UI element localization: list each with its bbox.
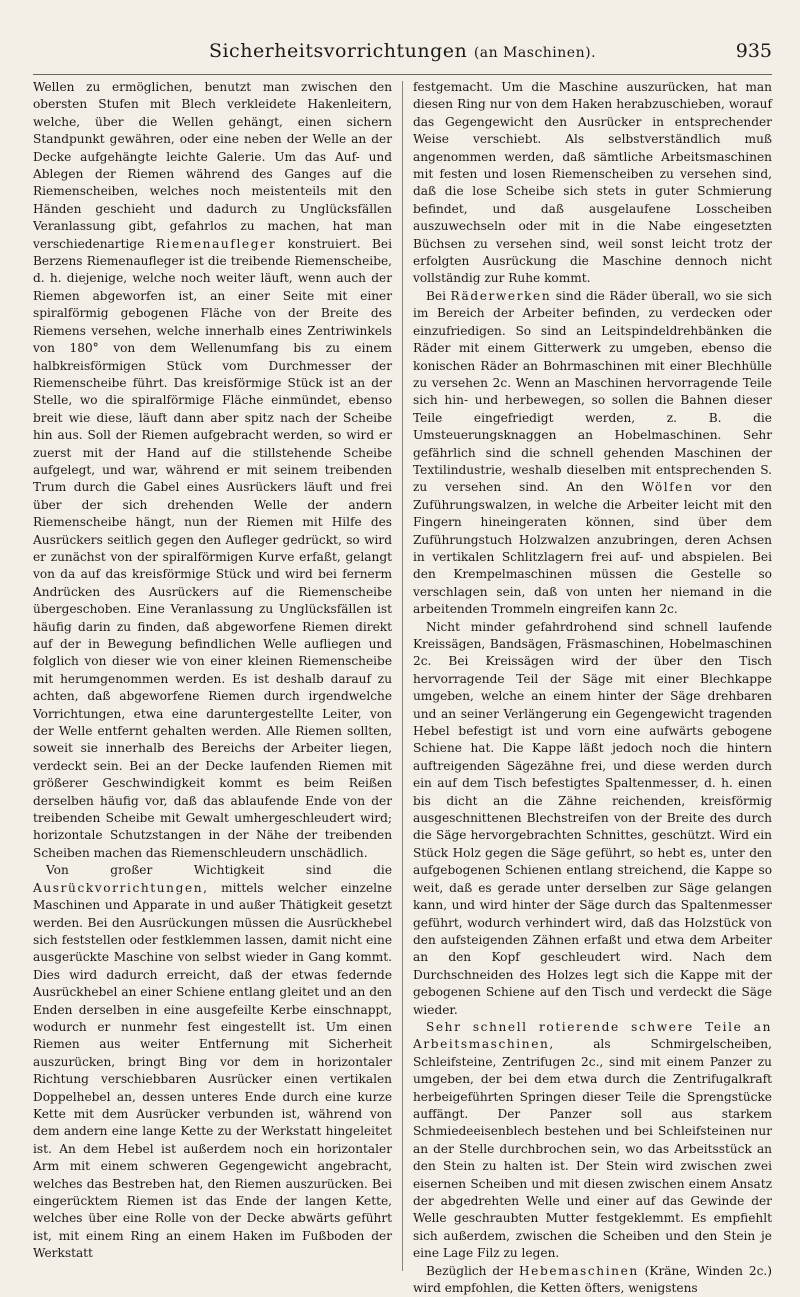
spaced-term: Ausrückvorrichtungen [33, 880, 204, 895]
paragraph [413, 1263, 772, 1297]
paragraph [413, 288, 772, 619]
page-header [33, 34, 772, 75]
spaced-term: Wölfen [641, 480, 694, 495]
text-run: , als Schmirgelscheiben, Schleifsteine, Zentrifugen 2c., sind mit einem Panzer zu umgeben, der bei dem etwa durch die Zentrifugalkraft herbeigeführten Springen dieser Teile die Sprengstücke auffängt. Der Panzer soll aus starkem Schmiedeeisenblech bestehen und bei Schleifsteinen nur an der Stelle durchbrochen sein, wo das Arbeitsstück an den Stein zu halten ist. Der Stein wird zwischen zwei eisernen Scheiben und mit diesen zwischen einem Ansatz der abgedrehten Welle und einer auf das Gewinde der Welle geschraubten Mutter festgeklemmt. Es empfiehlt sich außerdem, zwischen die Scheiben und den Stein je eine Lage Filz zu legen. [412, 1037, 772, 1261]
text-run: sind die Räder überall, wo sie sich im Bereich der Arbeiter befinden, zu verdecken oder einzufriedigen. So sind an Leitspindeldrehbänken die Räder mit einem Gitterwerk zu umgeben, ebenso die konischen Räder an Bohrmaschinen mit einer Blechhülle zu versehen 2c. Wenn an Maschinen hervorragende Teile sich hin- und herbewegen, so sollen die Bahnen dieser Teile eingefriedigt werden, z. B. die Umsteuerungsknaggen an Hobelmaschinen. Sehr gefährlich sind die schnell gehenden Maschinen der Textilindustrie, weshalb dieselben mit entsprechenden S. zu versehen sind. An den [412, 288, 772, 495]
running-title [33, 40, 772, 62]
right-column [413, 79, 772, 1297]
spaced-term: Sehr schnell rotierende schwere Teile an [425, 1019, 772, 1034]
text-run: vor den Zuführungswalzen, in welche die Arbeiter leicht mit den Fingern hineingeraten können, sind über dem Zuführungstuch Holzwalzen anzubringen, deren Achsen in vertikalen Schlitzlagern frei auf- und abspielen. Bei den Krempelmaschinen müssen die Gestelle so verschlagen sein, daß von unten her niemand in die arbeitenden Trommeln eingreifen kann 2c. [412, 480, 772, 617]
text-run: Bezüglich der [425, 1263, 519, 1278]
text-run: Von großer Wichtigkeit sind die [46, 863, 393, 878]
left-column [33, 79, 392, 1297]
running-title-sub: (an Maschinen). [473, 45, 597, 61]
paragraph [413, 1019, 772, 1263]
paragraph [33, 862, 392, 1262]
text-run: Bei [425, 288, 451, 303]
paragraph [33, 79, 392, 862]
running-title-main: Sicherheitsvorrichtungen [208, 40, 468, 62]
paragraph: festgemacht. Um die Maschine auszurücken, hat man diesen Ring nur von dem Haken herabzuschieben, worauf das Gegengewicht den Ausrücker in entsprechender Weise verschiebt. Als selbstverständlich muß angenommen werden, daß sämtliche Arbeitsmaschinen mit festen und losen Riemenscheiben zu versehen sind, daß die lose Scheibe sich stets in guter Schmierung befindet, und daß ausgelaufene Losscheiben auszuwechseln oder mit in die Nabe eingesetzten Büchsen zu versehen sind, weil sonst leicht trotz der erfolgten Ausrückung die Maschine dennoch nicht vollständig zur Ruhe kommt. [412, 80, 772, 286]
spaced-term: Räderwerken [450, 288, 552, 303]
text-run: Wellen zu ermöglichen, benutzt man zwischen den obersten Stufen mit Blech verkleidete Hakenleitern, welche, über die Wellen gehängt, einen sichern Standpunkt gewähren, oder eine neben der Welle an der Decke aufgehängte leichte Galerie. Um das Auf- und Ablegen der Riemen während des Ganges auf die Riemenscheiben, welches noch meistenteils mit den Händen geschieht und dadurch zu Unglücksfällen Veranlassung gibt, gefahrlos zu machen, hat man verschiedenartige [33, 80, 393, 251]
paragraph: Nicht minder gefahrdrohend sind schnell laufende Kreissägen, Bandsägen, Fräsmaschinen, Hobelmaschinen 2c. Bei Kreissägen wird der über den Tisch hervorragende Teil der Säge mit einer Blechkappe umgeben, welche an einem hinter der Säge drehbaren und an seiner Verlängerung ein Gegengewicht tragenden Hebel befestigt ist und vorn eine aufwärts gebogene Schiene hat. Die Kappe läßt jedoch noch die hintern auftreigenden Sägezähne frei, und diese werden durch ein auf dem Tisch befestigtes Spaltenmesser, d. h. einen bis dicht an die Zähne reichenden, kreisförmig ausgeschnittenen Blechstreifen von der Breite des durch die Säge hervorgebrachten Schnittes, geschützt. Wird ein Stück Holz gegen die Säge geführt, so hebt es, unter den aufgebogenen Schienen entlang streichend, die Kappe so weit, daß es gerade unter derselben zur Säge gelangen kann, und wird hinter der Säge durch das Spaltenmesser geführt, wodurch verhindert wird, daß das Holzstück von den aufsteigenden Zähnen erfaßt und etwa dem Arbeiter an den Kopf geschleudert wird. Nach dem Durchschneiden des Holzes legt sich die Kappe mit der gebogenen Schiene auf den Tisch und verdeckt die Säge wieder. [412, 619, 772, 1017]
text-run: konstruiert. Bei Berzens Riemenaufleger ist die treibende Riemenscheibe, d. h. diejenige, welche noch weiter läuft, wenn auch der Riemen abgeworfen ist, an einer Seite mit einer spiralförmig gebogenen Fläche von der Breite des Riemens versehen, welche innerhalb eines Zentriwinkels von 180° von dem Wellenumfang bis zu einem halbkreisförmigen Stück vom Durchmesser der Riemenscheibe führt. Das kreisförmige Stück ist an der Stelle, wo die spiralförmige Fläche einmündet, ebenso breit wie diese, läuft dann aber spitz nach der Scheibe hin aus. Soll der Riemen aufgebracht werden, so wird er zuerst mit der Hand auf die stillstehende Scheibe aufgelegt, und war, während er mit seinem treibenden Trum durch die Gabel eines Ausrückers läuft und frei über der sich drehenden Welle der andern Riemenscheibe hängt, nun der Riemen mit Hilfe des Ausrückers seitlich gegen den Aufleger gedrückt, so wird er zunächst von der spiralförmigen Kurve erfaßt, gelangt von da auf das kreisförmige Stück und wird bei fernerm Andrücken des Ausrückers auf die Riemenscheibe übergeschoben. Eine Veranlassung zu Unglücksfällen ist häufig darin zu finden, daß abgeworfene Riemen direkt auf der in Bewegung befindlichen Welle aufliegen und folglich von dieser wie von einer kleinen Riemenscheibe mit herumgenommen werden. Es ist deshalb darauf zu achten, daß abgeworfene Riemen durch irgendwelche Vorrichtungen, etwa eine daruntergestellte Leiter, von der Welle entfernt gehalten werden. Alle Riemen sollten, soweit sie innerhalb des Bereichs der Arbeiter liegen, verdeckt sein. Bei an der Decke laufenden Riemen mit größerer Geschwindigkeit kommt es beim Reißen derselben häufig vor, daß das ablaufende Ende von der treibenden Scheibe mit Gewalt umhergeschleudert wird; horizontale Schutzstangen in der Nähe der treibenden Scheiben machen das Riemenschleudern unschädlich. [33, 236, 393, 860]
spaced-term: Riemenaufleger [155, 236, 277, 251]
text-run: , mittels welcher einzelne Maschinen und Apparate in und außer Thätigkeit gesetzt werden. Bei den Ausrückungen müssen die Ausrückhebel sich feststellen oder festklemmen lassen, damit nicht eine ausgerückte Maschine von selbst wieder in Gang kommt. Dies wird dadurch erreicht, daß der etwas federnde Ausrückhebel an einer Schiene entlang gleitet und an den Enden derselben in eine ausgefeilte Kerbe einschnappt, wodurch er nunmehr fest eingestellt ist. Um einen Riemen aus weiter Entfernung mit Sicherheit auszurücken, bringt Bing vor dem in horizontaler Richtung verschiebbaren Ausrücker einen vertikalen Doppelhebel an, dessen unteres Ende durch eine kurze Kette mit dem Ausrücker verbunden ist, während von dem andern eine lange Kette zu der Werkstatt hingeleitet ist. An dem Hebel ist außerdem noch ein horizontaler Arm mit einem schweren Gegengewicht angebracht, welches das Bestreben hat, den Riemen auszurücken. Bei eingerücktem Riemen ist das Ende der langen Kette, welches über eine Rolle von der Decke abwärts geführt ist, mit einem Ring an einem Haken im Fußboden der Werkstatt [33, 880, 393, 1261]
column-divider [402, 81, 403, 1271]
text-columns [33, 79, 772, 1297]
spaced-term: Arbeitsmaschinen [412, 1037, 550, 1052]
spaced-term: Hebemaschinen [518, 1263, 639, 1278]
text-run: (Kräne, Winden 2c.) wird empfohlen, die Ketten öfters, wenigstens [412, 1263, 772, 1296]
page-number: 935 [735, 40, 772, 62]
